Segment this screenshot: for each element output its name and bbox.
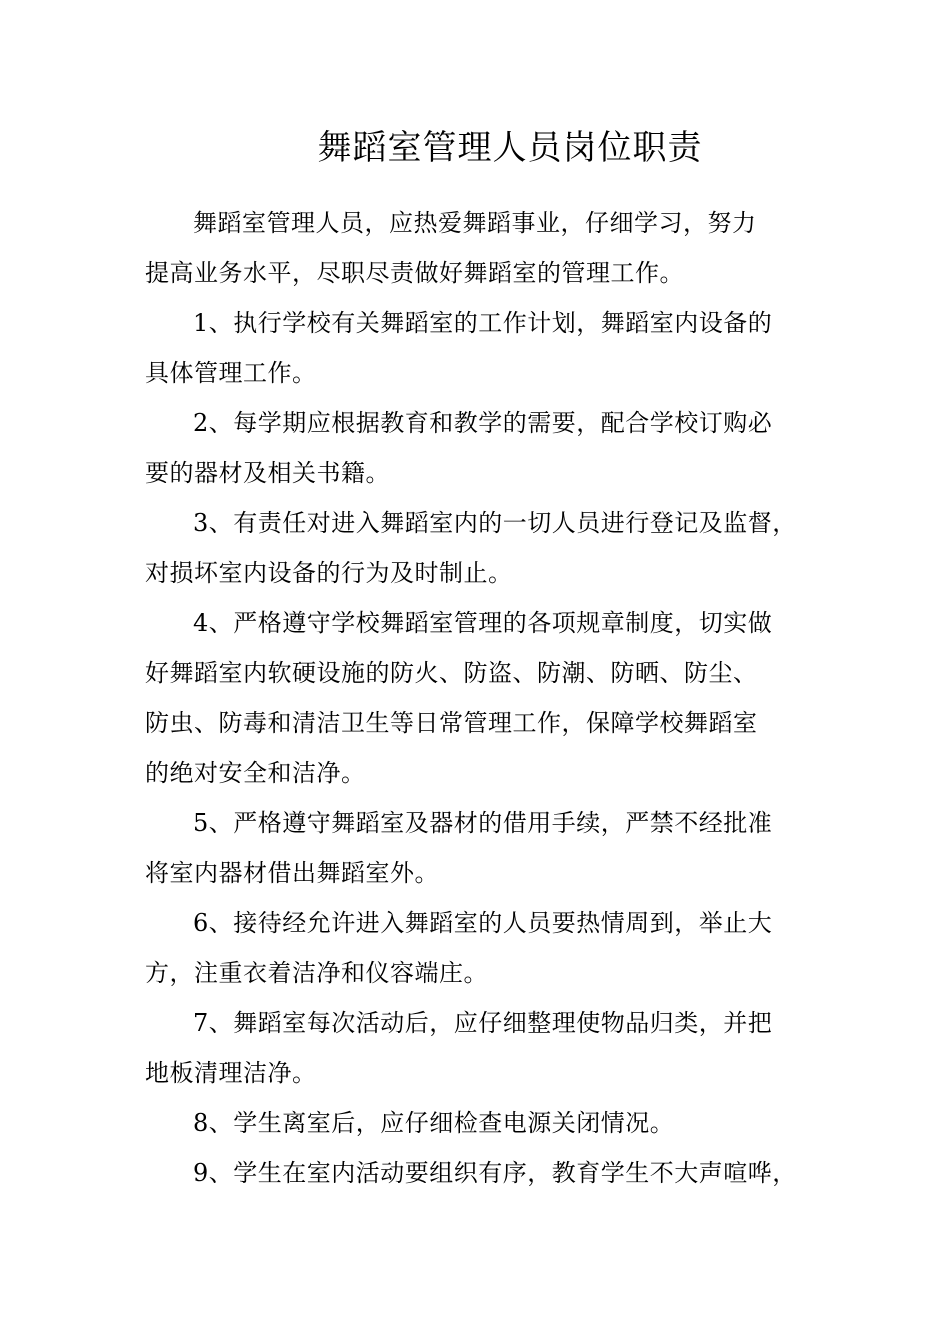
paragraph-item-9 [145,1148,805,1198]
paragraph-line: 防虫、防毒和清洁卫生等日常管理工作，保障学校舞蹈室 [145,709,758,737]
paragraph-line: 7、舞蹈室每次活动后，应仔细整理使物品归类，并把 [193,1009,773,1037]
paragraph-item-7 [145,998,805,1098]
paragraph-intro [145,198,805,298]
paragraph-item-3 [145,498,805,598]
paragraph-line: 提高业务水平，尽职尽责做好舞蹈室的管理工作。 [145,259,684,287]
paragraph-line: 对损坏室内设备的行为及时制止。 [145,559,513,587]
paragraph-line: 4、严格遵守学校舞蹈室管理的各项规章制度，切实做 [193,609,773,637]
paragraph-line: 8、学生离室后，应仔细检查电源关闭情况。 [193,1109,675,1137]
paragraph-line: 将室内器材借出舞蹈室外。 [145,859,439,887]
paragraph-item-4 [145,598,805,798]
paragraph-line: 3、有责任对进入舞蹈室内的一切人员进行登记及监督， [193,509,797,537]
paragraph-line: 方，注重衣着洁净和仪容端庄。 [145,959,488,987]
paragraph-line: 5、严格遵守舞蹈室及器材的借用手续，严禁不经批准 [193,809,773,837]
document-body [145,198,805,1198]
paragraph-line: 2、每学期应根据教育和教学的需要，配合学校订购必 [193,409,773,437]
paragraph-item-6 [145,898,805,998]
paragraph-item-1 [145,298,805,398]
paragraph-item-2 [145,398,805,498]
paragraph-line: 好舞蹈室内软硬设施的防火、防盗、防潮、防晒、防尘、 [145,659,758,687]
paragraph-line: 舞蹈室管理人员，应热爱舞蹈事业，仔细学习，努力 [193,209,757,237]
paragraph-item-5 [145,798,805,898]
paragraph-item-8 [145,1098,805,1148]
paragraph-line: 的绝对安全和洁净。 [145,759,366,787]
paragraph-line: 要的器材及相关书籍。 [145,459,390,487]
paragraph-line: 地板清理洁净。 [145,1059,317,1087]
paragraph-line: 9、学生在室内活动要组织有序，教育学生不大声喧哗， [193,1159,797,1187]
page-title: 舞蹈室管理人员岗位职责 [317,128,703,168]
paragraph-line: 具体管理工作。 [145,359,317,387]
paragraph-line: 6、接待经允许进入舞蹈室的人员要热情周到，举止大 [193,909,773,937]
paragraph-line: 1、执行学校有关舞蹈室的工作计划，舞蹈室内设备的 [193,309,773,337]
